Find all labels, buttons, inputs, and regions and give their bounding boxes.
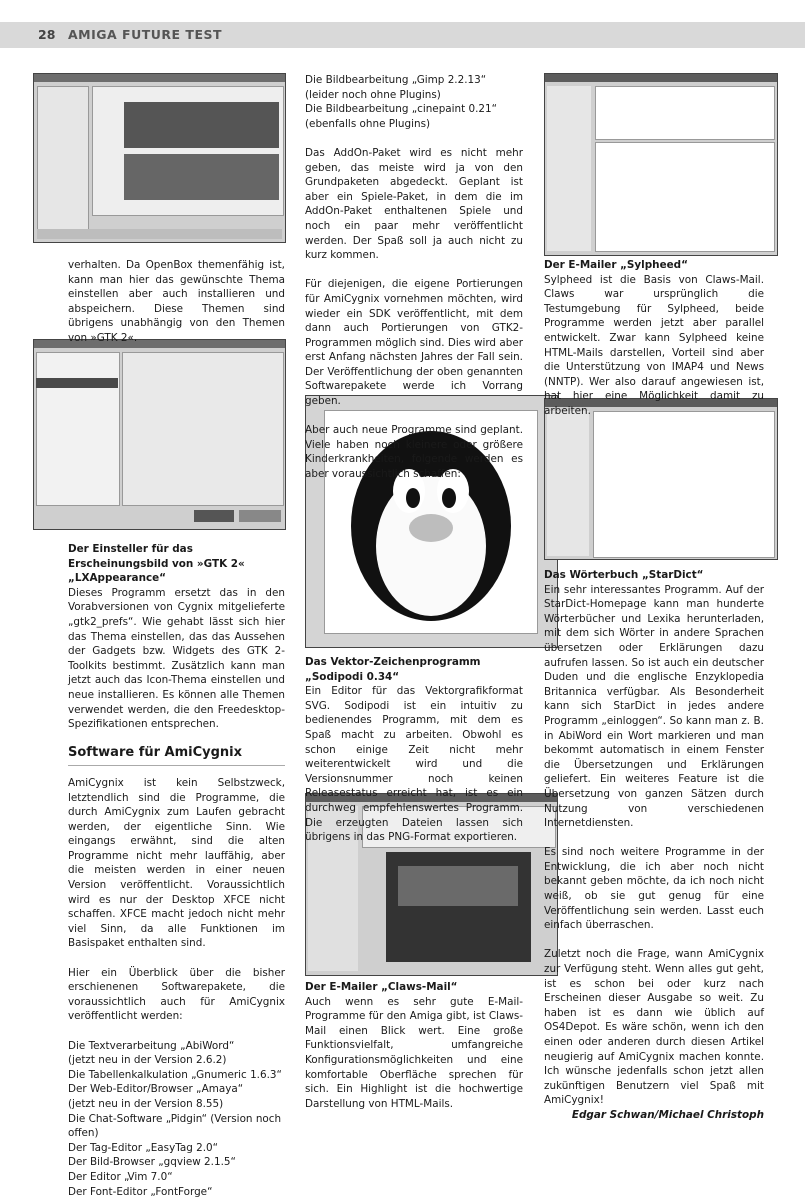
caption-text: Dieses Programm ersetzt das in den Vorabversionen von Cygnix mitgelieferte „gtk2_prefs“. Wie gehabt lässt sich hier das Thema einstellen, das das Aussehen der Gadgets bzw. Widgets des GTK 2-Toolkits bestimmt. Zusätzlich kann man jetzt auch das Icon-Thema einstellen und neue installieren. Es können alle Themen verwendet werden, die den Freedesktop-Spezifikationen entsprechen. bbox=[68, 586, 285, 731]
screenshot-sylpheed bbox=[544, 73, 778, 256]
caption-title: Der E-Mailer „Sylpheed“ bbox=[544, 259, 688, 271]
list-item: (jetzt neu in der Version 2.6.2) bbox=[68, 1054, 227, 1067]
list-item: (leider noch ohne Plugins) bbox=[305, 88, 441, 101]
page-header bbox=[0, 22, 805, 48]
column-1-lower bbox=[68, 542, 285, 1199]
author-signature: Edgar Schwan/Michael Christoph bbox=[571, 1108, 764, 1121]
caption-title: Das Vektor-Zeichenprogramm „Sodipodi 0.34“ bbox=[305, 656, 481, 683]
list-item: Die Bildbearbeitung „cinepaint 0.21“ bbox=[305, 103, 498, 116]
list-item: (jetzt neu in der Version 8.55) bbox=[68, 1097, 224, 1110]
column-2-middle bbox=[305, 655, 523, 859]
list-item: Die Tabellenkalkulation „Gnumeric 1.6.3“ bbox=[68, 1068, 282, 1081]
software-list bbox=[305, 73, 523, 131]
list-item: Der Editor „Vim 7.0“ bbox=[68, 1170, 173, 1183]
list-item: Die Chat-Software „Pidgin“ (Version noch offen) bbox=[68, 1112, 282, 1140]
list-item: (ebenfalls ohne Plugins) bbox=[305, 117, 431, 130]
running-title: AMIGA FUTURE TEST bbox=[68, 27, 223, 42]
column-1 bbox=[68, 258, 285, 360]
screenshot-openbox-themes bbox=[33, 73, 286, 243]
paragraph: verhalten. Da OpenBox themenfähig ist, kann man hier das gewünschte Thema einstellen aber auch installieren und abspeichern. Diese Themen sind übrigens unabhängig von den Themen von »GTK 2«. bbox=[68, 259, 285, 344]
column-3-lower bbox=[544, 568, 764, 1123]
section-heading: Software für AmiCygnix bbox=[68, 746, 285, 766]
paragraph: Das AddOn-Paket wird es nicht mehr geben, das meiste wird ja von den Grundpaketen abgedeckt. Geplant ist aber ein Spiele-Paket, in dem die im AddOn-Paket enthaltenen Spiele und noch ein paar mehr veröffentlicht werden. Der Spaß soll ja auch nicht zu kurz kommen. bbox=[305, 146, 523, 262]
list-item: Der Bild-Browser „gqview 2.1.5“ bbox=[68, 1156, 236, 1169]
caption-text: Ein Editor für das Vektorgrafikformat SVG. Sodipodi ist ein intuitiv zu bedienendes Programm, mit dem es Spaß macht zu arbeiten. Obwohl es schon einige Zeit nicht mehr weiterentwickelt wird und die Versionsnummer noch keinen Releasestatus erreicht hat, ist es ein durchweg empfehlenswertes Programm. Die erzeugten Dateien lassen sich übrigens in das PNG-Format exportieren. bbox=[305, 685, 523, 844]
paragraph: Für diejenigen, die eigene Portierungen für AmiCygnix vornehmen möchten, wird wieder ein SDK veröffentlicht, mit dem dann auch Portierungen von GTK2-Programmen möglich sind. Dies wird aber erst Anfang nächsten Jahres der Fall sein. Der Veröffentlichung der oben genannten Softwarepakete werde ich Vorrang geben. bbox=[305, 278, 523, 408]
list-item: Der Web-Editor/Browser „Amaya“ bbox=[68, 1083, 244, 1096]
column-3-upper bbox=[544, 258, 764, 433]
paragraph: Hier ein Überblick über die bisher erschienenen Softwarepakete, die voraussichtlich auch für AmiCygnix veröffentlicht werden: bbox=[68, 966, 285, 1023]
software-list bbox=[68, 1039, 285, 1199]
caption-title: Der E-Mailer „Claws-Mail“ bbox=[305, 981, 458, 993]
list-item: Die Bildbearbeitung „Gimp 2.2.13“ bbox=[305, 74, 487, 86]
list-item: Der Tag-Editor „EasyTag 2.0“ bbox=[68, 1141, 219, 1154]
paragraph: AmiCygnix ist kein Selbstzweck, letztendlich sind die Programme, die durch AmiCygnix zum Laufen gebracht werden, der eigentliche Sinn. Wie eingangs erwähnt, sind die alten Programme nicht mehr lauffähig, aber die meisten werden in einer neuen Version veröffentlicht. Voraussichtlich wird es nur der Desktop XFCE nicht schaffen. XFCE macht jedoch nicht mehr viel Sinn, da alle Funktionen im Basispaket enthalten sind. bbox=[68, 776, 285, 950]
column-2-lower bbox=[305, 980, 523, 1111]
caption-text: Sylpheed ist die Basis von Claws-Mail. Claws war ursprünglich die Testumgebung für Sylpheed, beide Programme werden jetzt aber parallel entwickelt. Zwar kann Sylpheed keine HTML-Mails darstellen, Vorteil sind aber die Unterstützung von IMAP4 und News (NNTP). Wer also darauf angewiesen ist, hat hier eine Möglichkeit damit zu arbeiten. bbox=[544, 273, 764, 417]
list-item: Die Textverarbeitung „AbiWord“ bbox=[68, 1039, 235, 1052]
list-item: Der Font-Editor „FontForge“ bbox=[68, 1185, 213, 1198]
caption-title: Der Einsteller für das Erscheinungsbild von »GTK 2« „LXAppearance“ bbox=[68, 543, 245, 585]
screenshot-lxappearance bbox=[33, 339, 286, 530]
paragraph: Zuletzt noch die Frage, wann AmiCygnix zur Verfügung steht. Wenn alles gut geht, ist es schon bei oder kurz nach Erscheinen dieser Ausgabe so weit. Zu haben ist es dann wie üblich auf OS4Depot. Es wäre schön, wenn ich den einen oder anderen durch diesen Artikel neugierig auf AmiCygnix machen konnte. Ich wünsche jedenfalls schon jetzt allen zukünftigen Benutzern viel Spaß mit AmiCygnix! bbox=[544, 948, 764, 1107]
paragraph: Es sind noch weitere Programme in der Entwicklung, die ich aber noch nicht bekannt geben möchte, da ich noch nicht weiß, ob sie gut genug für eine Veröffentlichung sein werden. Lasst euch einfach überraschen. bbox=[544, 846, 764, 932]
caption-title: Das Wörterbuch „StarDict“ bbox=[544, 569, 704, 581]
paragraph: Aber auch neue Programme sind geplant. Viele haben noch kleinere oder größere Kinderkrankheiten, folgende werden es aber voraussichtlich schaffen: bbox=[305, 424, 523, 481]
column-2 bbox=[305, 73, 523, 496]
caption-text: Ein sehr interessantes Programm. Auf der StarDict-Homepage kann man hunderte Wörterbücher und Lexika herunterladen, mit dem sich Wörter in andere Sprachen übersetzen oder Erklärungen dazu aufrufen lassen. So ist auch ein deutscher Duden und die englische Enzyklopedia Britannica verfügbar. Als Besonderheit kann sich StarDict in jedes andere Programm „einloggen“. So kann man z. B. in AbiWord ein Wort markieren und man bekommt automatisch in einem Fenster die Übersetzungen und Erklärungen geliefert. Ein weiteres Feature ist die Übersetzung von ganzen Sätzen durch Nutzung von verschiedenen Internetdiensten. bbox=[544, 583, 764, 830]
caption-text: Auch wenn es sehr gute E-Mail-Programme für den Amiga gibt, ist Claws-Mail einen Blick wert. Eine große Funktionsvielfalt, umfangreiche Konfigurationsmöglichkeiten und eine komfortable Oberfläche sprechen für sich. Ein Highlight ist die hochwertige Darstellung von HTML-Mails. bbox=[305, 995, 523, 1110]
page-number: 28 bbox=[38, 27, 56, 42]
